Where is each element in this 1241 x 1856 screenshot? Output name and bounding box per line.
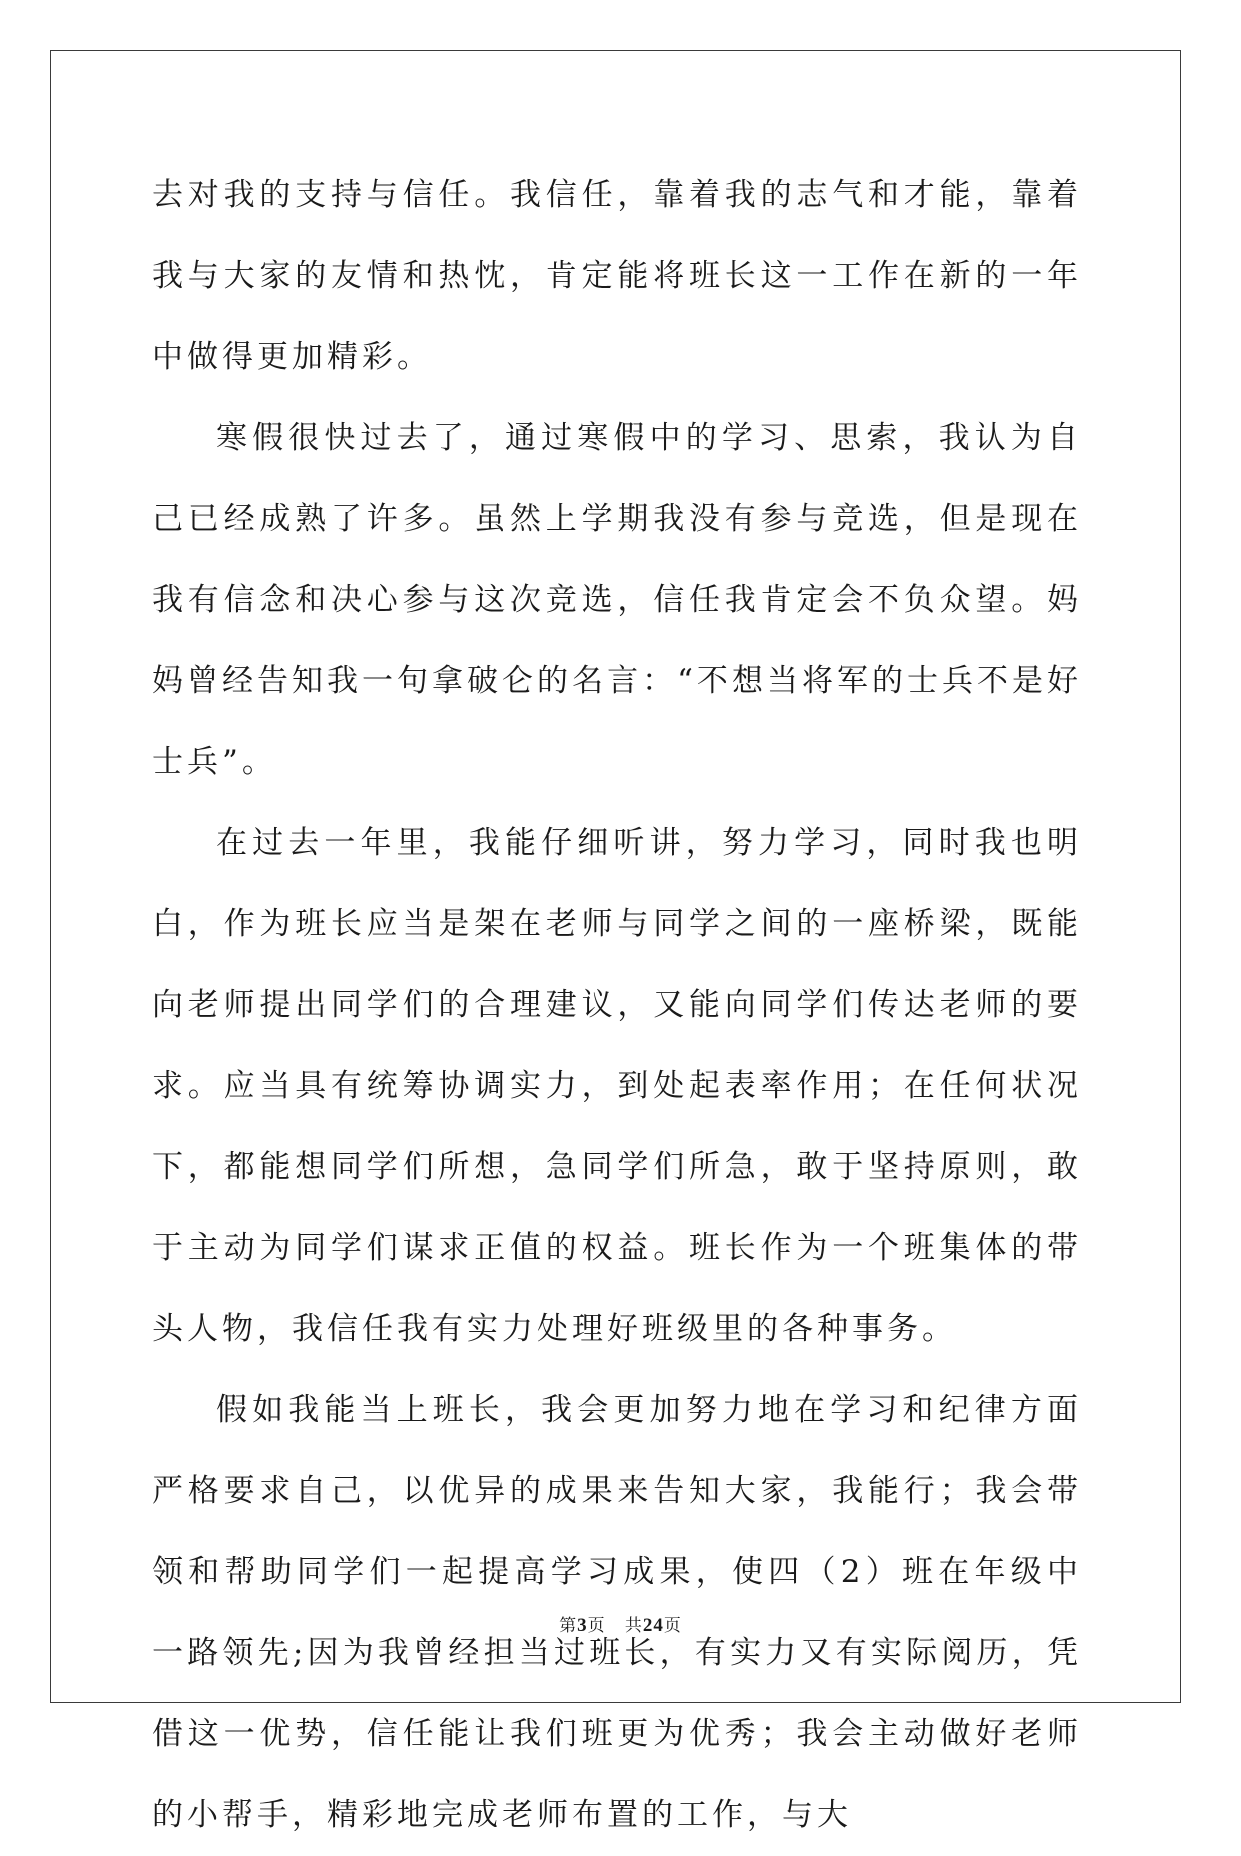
document-body xyxy=(152,155,1082,1856)
paragraph-continuation: 去对我的支持与信任。我信任，靠着我的志气和才能，靠着我与大家的友情和热忱，肯定能将班长这一工作在新的一年中做得更加精彩。 xyxy=(152,177,1082,375)
footer-page-number: 3 xyxy=(577,1615,588,1636)
paragraph-winter-break: 寒假很快过去了，通过寒假中的学习、思索，我认为自己已经成熟了许多。虽然上学期我没有参与竞选，但是现在我有信念和决心参与这次竞选，信任我肯定会不负众望。妈妈曾经告知我一句拿破仑的名言：“不想当将军的士兵不是好士兵”。 xyxy=(152,420,1082,780)
footer-prefix: 第 xyxy=(559,1616,578,1636)
footer-total-pages: 24 xyxy=(642,1615,664,1636)
paragraph-past-year: 在过去一年里，我能仔细听讲，努力学习，同时我也明白，作为班长应当是架在老师与同学之间的一座桥梁，既能向老师提出同学们的合理建议，又能向同学们传达老师的要求。应当具有统筹协调实力，到处起表率作用；在任何状况下，都能想同学们所想，急同学们所急，敢于坚持原则，敢于主动为同学们谋求正值的权益。班长作为一个班集体的带头人物，我信任我有实力处理好班级里的各种事务。 xyxy=(152,825,1082,1347)
footer-total-prefix: 共 xyxy=(624,1616,643,1636)
paragraph-if-elected: 假如我能当上班长，我会更加努力地在学习和纪律方面严格要求自己，以优异的成果来告知大家，我能行；我会带领和帮助同学们一起提高学习成果，使四（2）班在年级中一路领先;因为我曾经担当过班长，有实力又有实际阅历，凭借这一优势，信任能让我们班更为优秀；我会主动做好老师的小帮手，精彩地完成老师布置的工作，与大 xyxy=(152,1392,1082,1833)
footer-total-suffix: 页 xyxy=(663,1616,682,1636)
footer-page-suffix: 页 xyxy=(587,1616,606,1636)
page-footer xyxy=(0,1611,1241,1637)
